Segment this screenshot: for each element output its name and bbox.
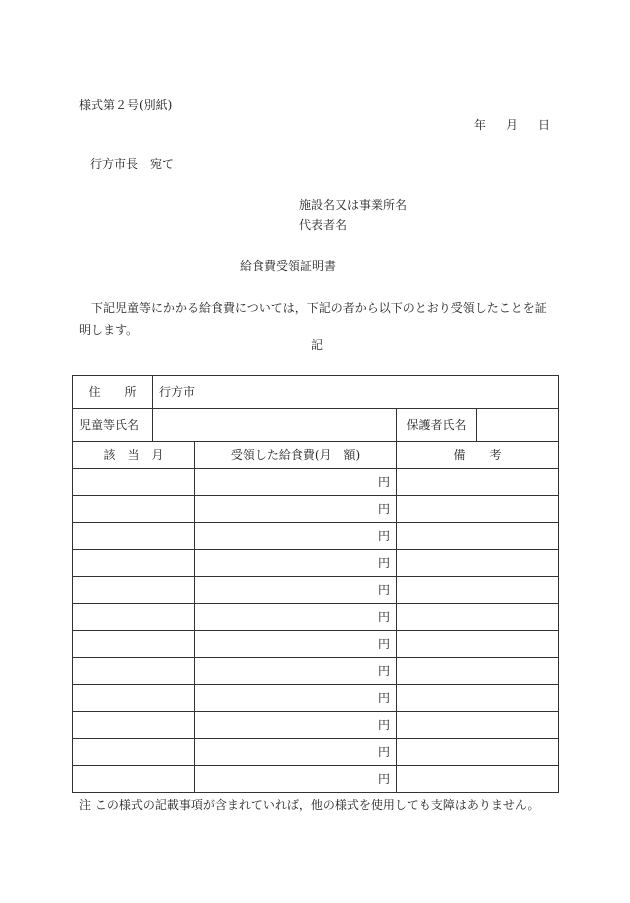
document-title: 給食費受領証明書: [240, 259, 337, 273]
column-header-row: [73, 442, 559, 469]
facility-name-label: 施設名又は事業所名: [299, 198, 408, 212]
month-cell[interactable]: [73, 523, 195, 550]
amount-cell[interactable]: 円: [195, 766, 397, 793]
table-row: [73, 658, 559, 685]
table-row: [73, 685, 559, 712]
amount-cell[interactable]: 円: [195, 523, 397, 550]
remarks-cell[interactable]: [397, 766, 559, 793]
ki-heading: 記: [311, 338, 324, 352]
address-field[interactable]: 行方市: [153, 376, 559, 409]
body-text: 下記児童等にかかる給食費については，下記の者から以下のとおり受領したことを証明します。: [79, 301, 547, 337]
col-remarks-header: 備 考: [397, 442, 559, 469]
child-row: [73, 409, 559, 442]
amount-cell[interactable]: 円: [195, 631, 397, 658]
month-cell[interactable]: [73, 604, 195, 631]
remarks-cell[interactable]: [397, 604, 559, 631]
month-cell[interactable]: [73, 766, 195, 793]
table-row: [73, 496, 559, 523]
month-cell[interactable]: [73, 631, 195, 658]
child-name-field[interactable]: [153, 409, 397, 442]
col-amount-header: 受領した給食費(月 額): [195, 442, 397, 469]
table-row: [73, 712, 559, 739]
amount-cell[interactable]: 円: [195, 685, 397, 712]
amount-cell[interactable]: 円: [195, 550, 397, 577]
remarks-cell[interactable]: [397, 739, 559, 766]
amount-cell[interactable]: 円: [195, 577, 397, 604]
amount-cell[interactable]: 円: [195, 604, 397, 631]
date-line: [474, 119, 550, 131]
month-cell[interactable]: [73, 685, 195, 712]
month-cell[interactable]: [73, 577, 195, 604]
col-month-header: 該 当 月: [73, 442, 195, 469]
month-cell[interactable]: [73, 658, 195, 685]
address-row: [73, 376, 559, 409]
amount-cell[interactable]: 円: [195, 496, 397, 523]
table-row: [73, 550, 559, 577]
date-year: 年: [473, 118, 486, 132]
table-row: [73, 604, 559, 631]
remarks-cell[interactable]: [397, 712, 559, 739]
address-label: 住 所: [73, 376, 153, 409]
remarks-cell[interactable]: [397, 577, 559, 604]
remarks-cell[interactable]: [397, 631, 559, 658]
amount-cell[interactable]: 円: [195, 658, 397, 685]
child-name-label: 児童等氏名: [73, 409, 153, 442]
remarks-cell[interactable]: [397, 469, 559, 496]
amount-cell[interactable]: 円: [195, 739, 397, 766]
representative-name-label: 代表者名: [299, 218, 348, 232]
table-row: [73, 577, 559, 604]
remarks-cell[interactable]: [397, 550, 559, 577]
guardian-name-label: 保護者氏名: [397, 409, 477, 442]
table-row: [73, 523, 559, 550]
date-day: 日: [537, 118, 550, 132]
month-cell[interactable]: [73, 496, 195, 523]
table-row: [73, 766, 559, 793]
amount-cell[interactable]: 円: [195, 469, 397, 496]
table-row: [73, 469, 559, 496]
month-cell[interactable]: [73, 712, 195, 739]
addressee: 行方市長 宛て: [90, 157, 175, 171]
form-number-label: 様式第２号(別紙): [79, 98, 173, 112]
table-row: [73, 631, 559, 658]
guardian-name-field[interactable]: [477, 409, 559, 442]
certificate-table: [72, 375, 559, 793]
date-month: 月: [505, 118, 518, 132]
footnote: 注 この様式の記載事項が含まれていれば，他の様式を使用しても支障はありません。: [79, 798, 540, 812]
remarks-cell[interactable]: [397, 685, 559, 712]
table-row: [73, 739, 559, 766]
amount-cell[interactable]: 円: [195, 712, 397, 739]
month-cell[interactable]: [73, 550, 195, 577]
remarks-cell[interactable]: [397, 658, 559, 685]
month-cell[interactable]: [73, 739, 195, 766]
month-cell[interactable]: [73, 469, 195, 496]
remarks-cell[interactable]: [397, 496, 559, 523]
remarks-cell[interactable]: [397, 523, 559, 550]
